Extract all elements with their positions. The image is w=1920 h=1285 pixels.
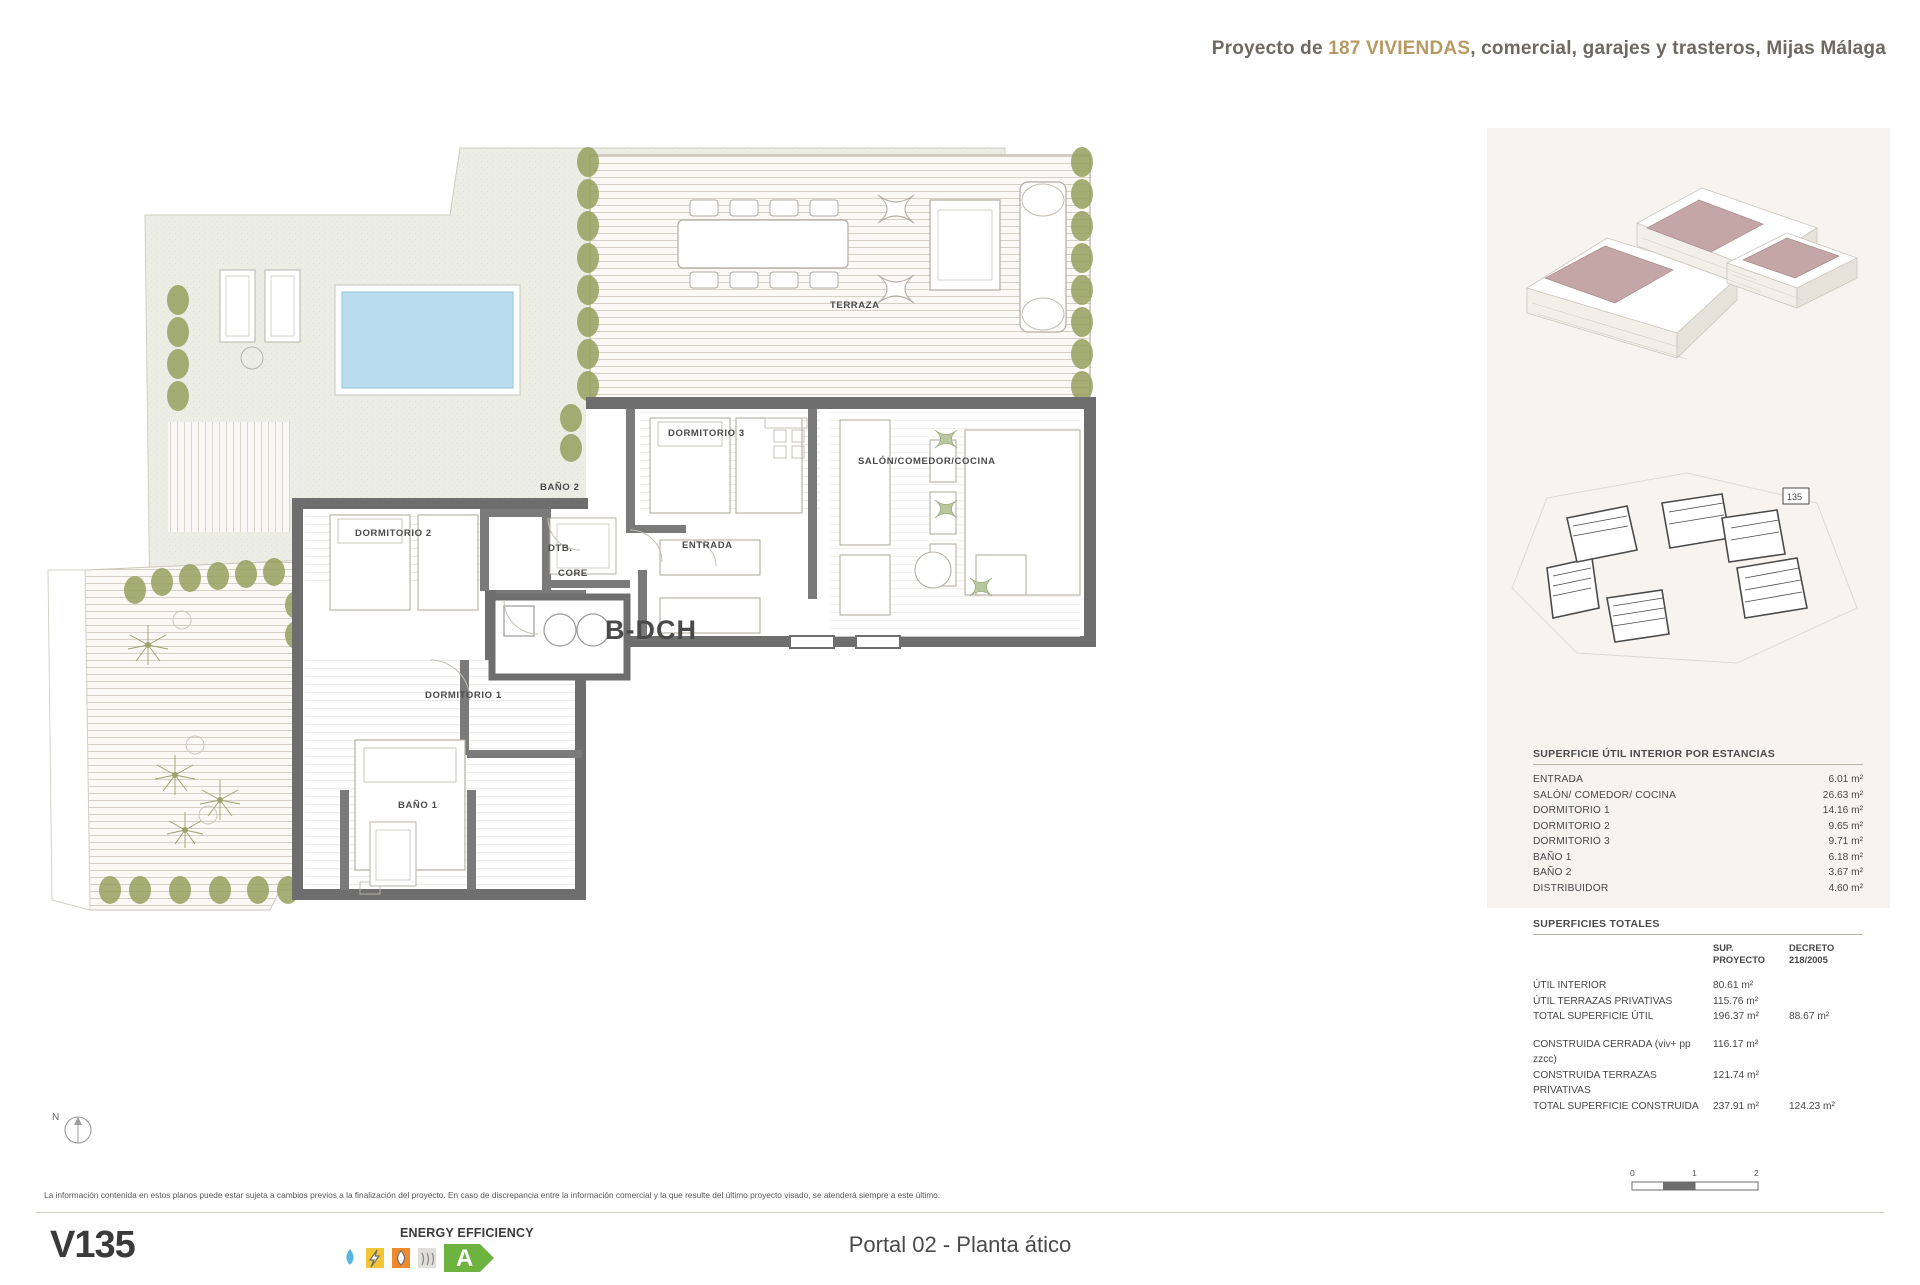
table-row [1533,834,1863,850]
row-value: 6.18 m² [1828,851,1863,863]
scale-tick-1: 1 [1692,1168,1697,1178]
row-value-project: 196.37 m² [1713,1011,1759,1022]
row-value-decree: 88.67 m² [1789,1011,1830,1022]
row-value-decree [1789,978,1863,994]
totals-header-col2-b: 218/2005 [1789,955,1828,965]
table-row [1533,994,1863,1010]
table-row [1533,865,1863,881]
row-value-decree [1789,994,1863,1010]
row-label: SALÓN/ COMEDOR/ COCINA [1533,789,1677,801]
room-label-salon-comedor-cocina: SALÓN/COMEDOR/COCINA [858,456,996,467]
table-row [1533,1068,1863,1099]
row-value-project: 121.74 m² [1713,1069,1759,1081]
table-row [1533,1009,1863,1025]
info-panel [1487,128,1890,1112]
totals-header-col2: DECRETO [1789,943,1835,953]
row-value-decree [1789,1068,1863,1099]
row-label: DORMITORIO 3 [1533,836,1610,847]
table-row [1533,772,1863,788]
row-value: 9.65 m² [1828,820,1863,832]
row-value-decree [1789,1037,1863,1068]
room-label-core: CORE [558,568,588,579]
room-label-bano-1: BAÑO 1 [398,800,438,811]
row-value-project: 80.61 m² [1713,980,1754,991]
row-value: 26.63 m² [1822,789,1863,801]
row-label: TOTAL SUPERFICIE CONSTRUIDA [1533,1100,1699,1112]
totals-header [1533,942,1863,954]
table-row [1533,881,1863,897]
room-label-dormitorio-3: DORMITORIO 3 [668,428,745,439]
totals-header-col1-b: PROYECTO [1713,955,1766,965]
room-label-entrada: ENTRADA [682,540,733,551]
table-row [1533,803,1863,819]
row-label: DORMITORIO 2 [1533,820,1610,832]
unit-code: V135 [50,1224,135,1266]
table-row [1533,850,1863,866]
row-value: 4.60 m² [1828,882,1863,894]
table-row [1533,1099,1863,1115]
surface-tables [1533,748,1863,1114]
footer-divider [36,1212,1884,1213]
row-value: 14.16 m² [1822,805,1863,816]
row-value-project: 116.17 m² [1713,1038,1759,1050]
row-value: 6.01 m² [1828,774,1863,785]
row-label: CONSTRUIDA CERRADA (viv+ pp zzcc) [1533,1038,1691,1065]
portal-title: Portal 02 - Planta ático [848,1232,1072,1257]
row-label: CONSTRUIDA TERRAZAS PRIVATIVAS [1533,1069,1657,1096]
row-value: 9.71 m² [1828,836,1863,847]
project-header [1212,38,1886,60]
row-label: DISTRIBUIDOR [1533,882,1609,894]
table-row [1533,819,1863,835]
row-value-project: 115.76 m² [1713,995,1759,1007]
svg-text:A: A [456,1245,474,1272]
energy-efficiency-label: ENERGY EFFICIENCY [400,1226,534,1240]
row-label: DORMITORIO 1 [1533,805,1610,816]
table-row [1533,788,1863,804]
row-value: 3.67 m² [1828,867,1863,878]
row-value-decree: 124.23 m² [1789,1100,1835,1112]
surface-table-title: SUPERFICIE ÚTIL INTERIOR POR ESTANCIAS [1533,748,1863,765]
row-label: TOTAL SUPERFICIE ÚTIL [1533,1011,1654,1022]
room-label-dormitorio-1: DORMITORIO 1 [425,690,502,701]
room-label-dtb: DTB. [548,543,573,554]
totals-table-title: SUPERFICIES TOTALES [1533,918,1863,935]
row-label: ÚTIL INTERIOR [1533,980,1607,991]
room-label-terraza: TERRAZA [830,300,880,311]
table-row [1533,1037,1863,1068]
room-label-dormitorio-2: DORMITORIO 2 [355,528,432,539]
header-prefix: Proyecto de [1211,38,1329,59]
svg-text:135: 135 [1787,492,1803,502]
site-key-map [1487,458,1890,678]
totals-header-second-line [1533,954,1863,966]
floor-plan-drawing [30,100,1460,1150]
totals-header-col1: SUP. [1713,943,1734,953]
scale-tick-2: 2 [1754,1168,1759,1178]
sheet-footer [0,1218,1920,1280]
building-3d-minimap [1487,128,1890,468]
unit-label: B-DCH [605,615,697,645]
row-label: ÚTIL TERRAZAS PRIVATIVAS [1533,995,1673,1007]
row-label: BAÑO 1 [1533,851,1572,863]
header-suffix: , comercial, garajes y trasteros, Mijas Málaga [1470,38,1886,59]
scale-bar [1630,1168,1770,1198]
row-label: BAÑO 2 [1533,867,1572,878]
table-row [1533,978,1863,994]
north-letter: N [52,1112,60,1123]
row-label: ENTRADA [1533,774,1584,785]
row-value-project: 237.91 m² [1713,1100,1759,1112]
room-label-bano-2: BAÑO 2 [540,482,580,493]
disclaimer-text: La información contenida en estos planos puede estar sujeta a cambios previos a la finalización del proyecto. En caso de discrepancia entre la información comercial y la que resulte del último proyecto visado, se atenderá siempre a este último. [44,1190,941,1200]
header-highlight: 187 VIVIENDAS [1328,38,1471,59]
scale-tick-0: 0 [1630,1168,1635,1178]
north-arrow [52,1112,98,1153]
